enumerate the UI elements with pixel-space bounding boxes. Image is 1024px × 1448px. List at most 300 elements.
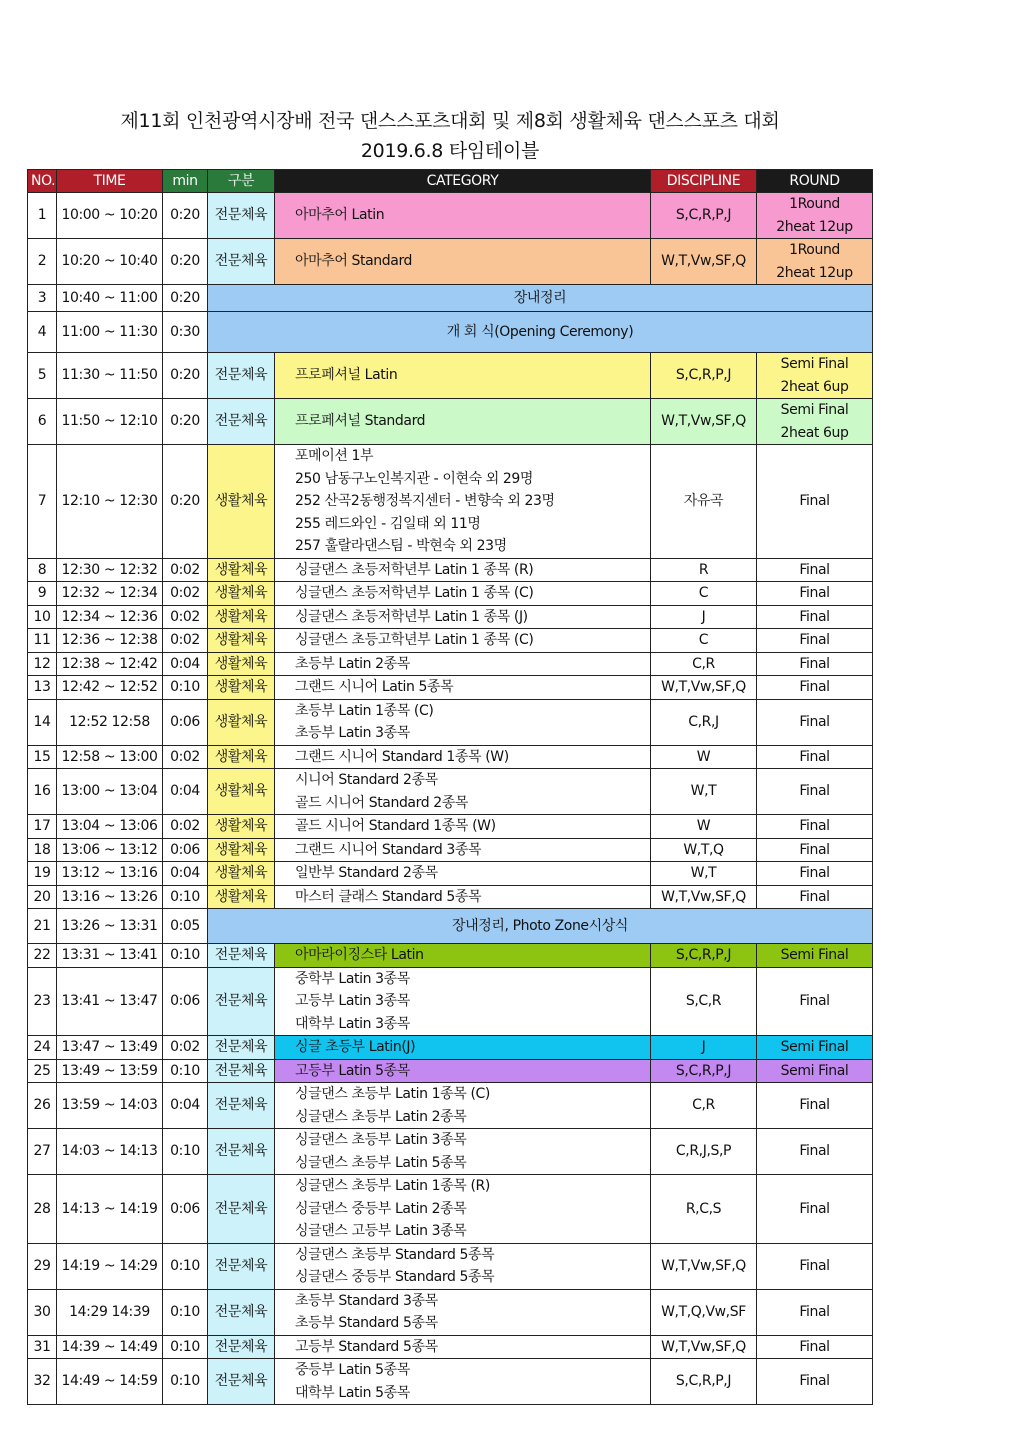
row-no: 15 — [28, 745, 57, 769]
row-discipline: R,C,S — [651, 1175, 757, 1244]
row-type: 생활체육 — [208, 652, 275, 676]
row-time: 13:26 ~ 13:31 — [57, 909, 163, 944]
row-time: 10:00 ~ 10:20 — [57, 193, 163, 239]
header-row — [28, 170, 873, 193]
row-round-line: Final — [799, 865, 830, 881]
row-category-line: 프로페셔널 Latin — [295, 367, 398, 384]
row-category — [275, 862, 651, 886]
row-no: 28 — [28, 1175, 57, 1244]
row-category — [275, 445, 651, 559]
table-row — [28, 944, 873, 968]
row-category-line: 고등부 Standard 5종목 — [295, 1338, 438, 1355]
row-round — [757, 1175, 873, 1244]
row-no: 6 — [28, 399, 57, 445]
row-no: 29 — [28, 1243, 57, 1289]
row-type: 전문체육 — [208, 944, 275, 968]
row-round-line: Final — [799, 561, 830, 578]
row-no: 2 — [28, 239, 57, 285]
row-category-line: 그랜드 시니어 Standard 1종목 (W) — [295, 748, 509, 765]
row-min: 0:02 — [163, 558, 208, 582]
row-type: 생활체육 — [208, 838, 275, 862]
row-min: 0:10 — [163, 676, 208, 700]
table-row — [28, 1036, 873, 1060]
row-discipline: W — [651, 815, 757, 839]
row-min: 0:02 — [163, 1036, 208, 1060]
row-min: 0:02 — [163, 745, 208, 769]
row-time: 14:19 ~ 14:29 — [57, 1243, 163, 1289]
row-discipline: C — [651, 629, 757, 653]
table-row — [28, 967, 873, 1036]
row-time: 11:00 ~ 11:30 — [57, 312, 163, 353]
header-no: NO. — [28, 170, 57, 193]
table-row — [28, 652, 873, 676]
row-no: 4 — [28, 312, 57, 353]
row-round-line: Final — [799, 493, 830, 509]
row-category-line: 프로페셔널 Standard — [295, 413, 426, 430]
row-min: 0:06 — [163, 967, 208, 1036]
row-category — [275, 745, 651, 769]
row-min: 0:02 — [163, 605, 208, 629]
row-type: 생활체육 — [208, 862, 275, 886]
row-time: 13:31 ~ 13:41 — [57, 944, 163, 968]
row-min: 0:02 — [163, 815, 208, 839]
row-category — [275, 676, 651, 700]
table-row — [28, 605, 873, 629]
row-round-line: 2heat 6up — [780, 378, 849, 395]
row-category — [275, 239, 651, 285]
row-round-line: Final — [799, 888, 830, 905]
row-no: 23 — [28, 967, 57, 1036]
row-no: 20 — [28, 885, 57, 909]
row-type: 전문체육 — [208, 353, 275, 399]
row-type: 생활체육 — [208, 445, 275, 559]
row-min: 0:20 — [163, 193, 208, 239]
row-no: 31 — [28, 1335, 57, 1359]
table-row — [28, 1175, 873, 1244]
row-discipline: W,T,Vw,SF,Q — [651, 399, 757, 445]
row-no: 22 — [28, 944, 57, 968]
row-type: 생활체육 — [208, 699, 275, 745]
row-round — [757, 1335, 873, 1359]
row-round — [757, 1083, 873, 1129]
row-min: 0:10 — [163, 1129, 208, 1175]
row-category-line: 아마추어 Latin — [295, 207, 385, 224]
row-category-line: 싱글댄스 초등부 Latin 2종목 — [295, 1108, 467, 1125]
row-discipline: W,T,Q — [651, 838, 757, 862]
row-round — [757, 967, 873, 1036]
row-discipline: W,T,Vw,SF,Q — [651, 239, 757, 285]
header-type: 구분 — [208, 170, 275, 193]
row-category-line: 일반부 Standard 2종목 — [295, 865, 438, 881]
row-category-line: 255 레드와인 - 김일태 외 11명 — [295, 515, 481, 532]
row-discipline: W,T,Vw,SF,Q — [651, 676, 757, 700]
row-category — [275, 605, 651, 629]
table-row — [28, 629, 873, 653]
row-round — [757, 885, 873, 909]
row-discipline: W,T — [651, 862, 757, 886]
table-row — [28, 885, 873, 909]
row-no: 32 — [28, 1359, 57, 1405]
table-row — [28, 285, 873, 312]
row-round — [757, 676, 873, 700]
row-no: 16 — [28, 769, 57, 815]
row-time: 14:29 14:39 — [57, 1289, 163, 1335]
row-category-line: 252 산곡2동행정복지센터 - 변향숙 외 23명 — [295, 493, 555, 509]
row-time: 13:49 ~ 13:59 — [57, 1059, 163, 1083]
table-row — [28, 1059, 873, 1083]
table-row — [28, 1129, 873, 1175]
row-category — [275, 558, 651, 582]
row-time: 13:47 ~ 13:49 — [57, 1036, 163, 1060]
row-discipline: S,C,R,P,J — [651, 1059, 757, 1083]
row-round — [757, 605, 873, 629]
row-round — [757, 1243, 873, 1289]
row-discipline: 자유곡 — [651, 445, 757, 559]
table-row — [28, 353, 873, 399]
row-round — [757, 353, 873, 399]
header-category: CATEGORY — [275, 170, 651, 193]
table-row — [28, 769, 873, 815]
table-row — [28, 1083, 873, 1129]
row-round-line: Final — [799, 1200, 830, 1217]
row-category-line: 싱글댄스 중등부 Latin 2종목 — [295, 1200, 467, 1217]
row-category — [275, 1335, 651, 1359]
row-no: 7 — [28, 445, 57, 559]
row-discipline: C,R,J,S,P — [651, 1129, 757, 1175]
row-round-line: Final — [799, 1303, 830, 1320]
row-discipline: W,T,Vw,SF,Q — [651, 1243, 757, 1289]
row-round-line: 1Round — [789, 242, 840, 258]
row-round-line: 2heat 12up — [776, 264, 853, 281]
row-category — [275, 353, 651, 399]
table-row — [28, 862, 873, 886]
row-category-line: 중등부 Latin 5종목 — [295, 1362, 410, 1378]
row-min: 0:06 — [163, 699, 208, 745]
row-category-line: 대학부 Latin 3종목 — [295, 1015, 410, 1032]
row-round-line: Final — [799, 993, 830, 1009]
row-type: 생활체육 — [208, 769, 275, 815]
document-subtitle: 2019.6.8 타임테이블 — [360, 140, 540, 162]
row-no: 12 — [28, 652, 57, 676]
row-no: 13 — [28, 676, 57, 700]
row-time: 14:13 ~ 14:19 — [57, 1175, 163, 1244]
row-round — [757, 652, 873, 676]
row-type: 전문체육 — [208, 1175, 275, 1244]
row-round-line: Semi Final — [780, 402, 849, 418]
row-round-line: Semi Final — [780, 947, 849, 963]
row-round-line: Final — [799, 1373, 830, 1390]
row-time: 11:50 ~ 12:10 — [57, 399, 163, 445]
row-min: 0:06 — [163, 1175, 208, 1244]
row-min: 0:04 — [163, 769, 208, 815]
row-category-line: 싱글댄스 중등부 Standard 5종목 — [295, 1269, 495, 1285]
row-category — [275, 1129, 651, 1175]
row-no: 5 — [28, 353, 57, 399]
row-discipline: J — [651, 1036, 757, 1060]
row-type: 생활체육 — [208, 605, 275, 629]
row-type: 전문체육 — [208, 1083, 275, 1129]
header-min: min — [163, 170, 208, 193]
table-row — [28, 909, 873, 944]
row-discipline: S,C,R,P,J — [651, 1359, 757, 1405]
row-min: 0:20 — [163, 353, 208, 399]
row-discipline: C,R,J — [651, 699, 757, 745]
row-type: 전문체육 — [208, 239, 275, 285]
header-discipline: DISCIPLINE — [651, 170, 757, 193]
table-row — [28, 745, 873, 769]
row-category — [275, 769, 651, 815]
row-round — [757, 1289, 873, 1335]
row-category-line: 싱글댄스 고등부 Latin 3종목 — [295, 1223, 467, 1239]
row-category — [275, 885, 651, 909]
row-discipline: W,T,Q,Vw,SF — [651, 1289, 757, 1335]
timetable — [27, 169, 873, 1405]
row-round — [757, 399, 873, 445]
table-row — [28, 193, 873, 239]
row-time: 12:58 ~ 13:00 — [57, 745, 163, 769]
row-no: 19 — [28, 862, 57, 886]
row-category-line: 골드 시니어 Standard 2종목 — [295, 794, 469, 811]
row-min: 0:02 — [163, 629, 208, 653]
row-category-line: 싱글댄스 초등저학년부 Latin 1 종목 (J) — [295, 608, 528, 625]
row-no: 21 — [28, 909, 57, 944]
row-time: 12:30 ~ 12:32 — [57, 558, 163, 582]
row-round — [757, 745, 873, 769]
row-type: 생활체육 — [208, 558, 275, 582]
row-time: 14:39 ~ 14:49 — [57, 1335, 163, 1359]
row-min: 0:10 — [163, 1289, 208, 1335]
row-discipline: S,C,R,P,J — [651, 944, 757, 968]
row-category-line: 싱글댄스 초등부 Latin 5종목 — [295, 1154, 467, 1171]
row-round-line: Final — [799, 679, 830, 695]
row-min: 0:10 — [163, 1243, 208, 1289]
table-row — [28, 699, 873, 745]
row-time: 10:40 ~ 11:00 — [57, 285, 163, 312]
row-no: 10 — [28, 605, 57, 629]
row-category-line: 싱글댄스 초등부 Standard 5종목 — [295, 1246, 495, 1263]
row-category-line: 싱글댄스 초등부 Latin 1종목 (R) — [295, 1178, 490, 1194]
row-min: 0:05 — [163, 909, 208, 944]
row-category-line: 싱글댄스 초등저학년부 Latin 1 종목 (R) — [295, 561, 534, 578]
table-row — [28, 558, 873, 582]
row-discipline: W,T — [651, 769, 757, 815]
row-discipline: S,C,R,P,J — [651, 193, 757, 239]
row-discipline: J — [651, 605, 757, 629]
row-no: 27 — [28, 1129, 57, 1175]
row-category — [275, 1175, 651, 1244]
row-round-line: Final — [799, 748, 830, 765]
row-category-line: 골드 시니어 Standard 1종목 (W) — [295, 818, 496, 834]
table-row — [28, 582, 873, 606]
row-time: 12:52 12:58 — [57, 699, 163, 745]
row-discipline: C,R — [651, 1083, 757, 1129]
row-type: 전문체육 — [208, 1059, 275, 1083]
row-round-line: Final — [799, 841, 830, 858]
row-discipline: R — [651, 558, 757, 582]
row-no: 30 — [28, 1289, 57, 1335]
row-time: 13:12 ~ 13:16 — [57, 862, 163, 886]
row-min: 0:10 — [163, 885, 208, 909]
row-type: 생활체육 — [208, 676, 275, 700]
row-no: 24 — [28, 1036, 57, 1060]
row-category — [275, 582, 651, 606]
table-row — [28, 815, 873, 839]
row-category — [275, 967, 651, 1036]
row-round-line: Final — [799, 1257, 830, 1274]
row-no: 17 — [28, 815, 57, 839]
row-round — [757, 1359, 873, 1405]
row-round-line: Final — [799, 655, 830, 672]
row-time: 12:34 ~ 12:36 — [57, 605, 163, 629]
row-round — [757, 445, 873, 559]
row-type: 생활체육 — [208, 629, 275, 653]
table-row — [28, 1359, 873, 1405]
row-discipline: W — [651, 745, 757, 769]
row-category-line: 그랜드 시니어 Latin 5종목 — [295, 679, 454, 695]
row-category-line: 싱글댄스 초등부 Latin 3종목 — [295, 1132, 467, 1148]
row-round — [757, 815, 873, 839]
row-category — [275, 1289, 651, 1335]
row-min: 0:10 — [163, 1059, 208, 1083]
table-row — [28, 399, 873, 445]
row-category-line: 초등부 Latin 1종목 (C) — [295, 702, 434, 719]
row-category — [275, 815, 651, 839]
row-round — [757, 239, 873, 285]
row-round-line: Final — [799, 585, 830, 601]
row-type: 전문체육 — [208, 399, 275, 445]
row-discipline: C — [651, 582, 757, 606]
row-no: 9 — [28, 582, 57, 606]
row-min: 0:04 — [163, 862, 208, 886]
row-discipline: W,T,Vw,SF,Q — [651, 1335, 757, 1359]
row-min: 0:10 — [163, 944, 208, 968]
row-time: 13:16 ~ 13:26 — [57, 885, 163, 909]
row-no: 14 — [28, 699, 57, 745]
row-time: 13:00 ~ 13:04 — [57, 769, 163, 815]
row-type: 전문체육 — [208, 1036, 275, 1060]
row-round-line: Final — [799, 1097, 830, 1114]
row-round-line: Final — [799, 1143, 830, 1160]
row-min: 0:20 — [163, 399, 208, 445]
row-type: 생활체육 — [208, 815, 275, 839]
row-time: 12:38 ~ 12:42 — [57, 652, 163, 676]
row-round — [757, 193, 873, 239]
row-category — [275, 1359, 651, 1405]
row-type: 전문체육 — [208, 1335, 275, 1359]
row-category-line: 초등부 Standard 3종목 — [295, 1292, 438, 1309]
row-category-line: 257 훌랄라댄스팀 - 박현숙 외 23명 — [295, 538, 507, 554]
row-round — [757, 944, 873, 968]
row-round-line: 2heat 12up — [776, 218, 853, 235]
row-no: 3 — [28, 285, 57, 312]
row-discipline: S,C,R — [651, 967, 757, 1036]
row-category — [275, 1083, 651, 1129]
row-min: 0:20 — [163, 285, 208, 312]
row-no: 26 — [28, 1083, 57, 1129]
row-round — [757, 699, 873, 745]
row-type: 전문체육 — [208, 1243, 275, 1289]
row-round-line: Semi Final — [780, 356, 849, 372]
row-time: 14:49 ~ 14:59 — [57, 1359, 163, 1405]
table-row — [28, 1243, 873, 1289]
row-type: 전문체육 — [208, 193, 275, 239]
row-round-line: Final — [799, 713, 830, 730]
row-time: 12:36 ~ 12:38 — [57, 629, 163, 653]
row-category-line: 싱글댄스 초등저학년부 Latin 1 종목 (C) — [295, 585, 534, 601]
row-round-line: Final — [799, 783, 830, 800]
row-category — [275, 193, 651, 239]
row-category — [275, 944, 651, 968]
row-span-label: 장내정리 — [208, 285, 873, 312]
row-min: 0:02 — [163, 582, 208, 606]
row-round — [757, 862, 873, 886]
header-round: ROUND — [757, 170, 873, 193]
row-discipline: S,C,R,P,J — [651, 353, 757, 399]
row-min: 0:10 — [163, 1359, 208, 1405]
table-row — [28, 445, 873, 559]
row-round — [757, 582, 873, 606]
row-category-line: 중학부 Latin 3종목 — [295, 970, 410, 987]
row-time: 13:06 ~ 13:12 — [57, 838, 163, 862]
row-category — [275, 652, 651, 676]
row-round-line: Final — [799, 608, 830, 625]
row-round — [757, 1129, 873, 1175]
row-category-line: 시니어 Standard 2종목 — [295, 772, 438, 788]
timetable-body — [28, 193, 873, 1405]
row-round-line: Semi Final — [780, 1062, 849, 1079]
row-round-line: Final — [799, 1338, 830, 1355]
row-type: 생활체육 — [208, 885, 275, 909]
row-round — [757, 558, 873, 582]
row-time: 12:42 ~ 12:52 — [57, 676, 163, 700]
row-time: 11:30 ~ 11:50 — [57, 353, 163, 399]
row-no: 8 — [28, 558, 57, 582]
row-round-line: 2heat 6up — [780, 424, 849, 441]
row-category-line: 마스터 클래스 Standard 5종목 — [295, 888, 482, 905]
row-category — [275, 699, 651, 745]
row-category — [275, 838, 651, 862]
row-category — [275, 1243, 651, 1289]
row-min: 0:04 — [163, 652, 208, 676]
table-row — [28, 239, 873, 285]
header-time: TIME — [57, 170, 163, 193]
table-row — [28, 312, 873, 353]
row-category-line: 초등부 Latin 2종목 — [295, 655, 410, 672]
row-round — [757, 629, 873, 653]
row-category — [275, 399, 651, 445]
row-category-line: 250 남동구노인복지관 - 이현숙 외 29명 — [295, 470, 534, 487]
table-row — [28, 1335, 873, 1359]
row-min: 0:20 — [163, 239, 208, 285]
row-category-line: 대학부 Latin 5종목 — [295, 1384, 410, 1401]
row-min: 0:30 — [163, 312, 208, 353]
row-round-line: Final — [799, 818, 830, 834]
row-round-line: Semi Final — [780, 1039, 849, 1055]
row-category-line: 싱글 초등부 Latin(J) — [295, 1039, 416, 1055]
document-title: 제11회 인천광역시장배 전국 댄스스포츠대회 및 제8회 생활체육 댄스스포츠 대회 — [120, 110, 780, 132]
row-round — [757, 769, 873, 815]
row-span-label: 개 회 식(Opening Ceremony) — [208, 312, 873, 353]
row-no: 18 — [28, 838, 57, 862]
table-row — [28, 838, 873, 862]
row-category — [275, 1036, 651, 1060]
table-row — [28, 1289, 873, 1335]
row-category-line: 싱글댄스 초등고학년부 Latin 1 종목 (C) — [295, 632, 534, 648]
row-category-line: 고등부 Latin 3종목 — [295, 993, 410, 1009]
row-no: 11 — [28, 629, 57, 653]
row-min: 0:10 — [163, 1335, 208, 1359]
row-min: 0:04 — [163, 1083, 208, 1129]
